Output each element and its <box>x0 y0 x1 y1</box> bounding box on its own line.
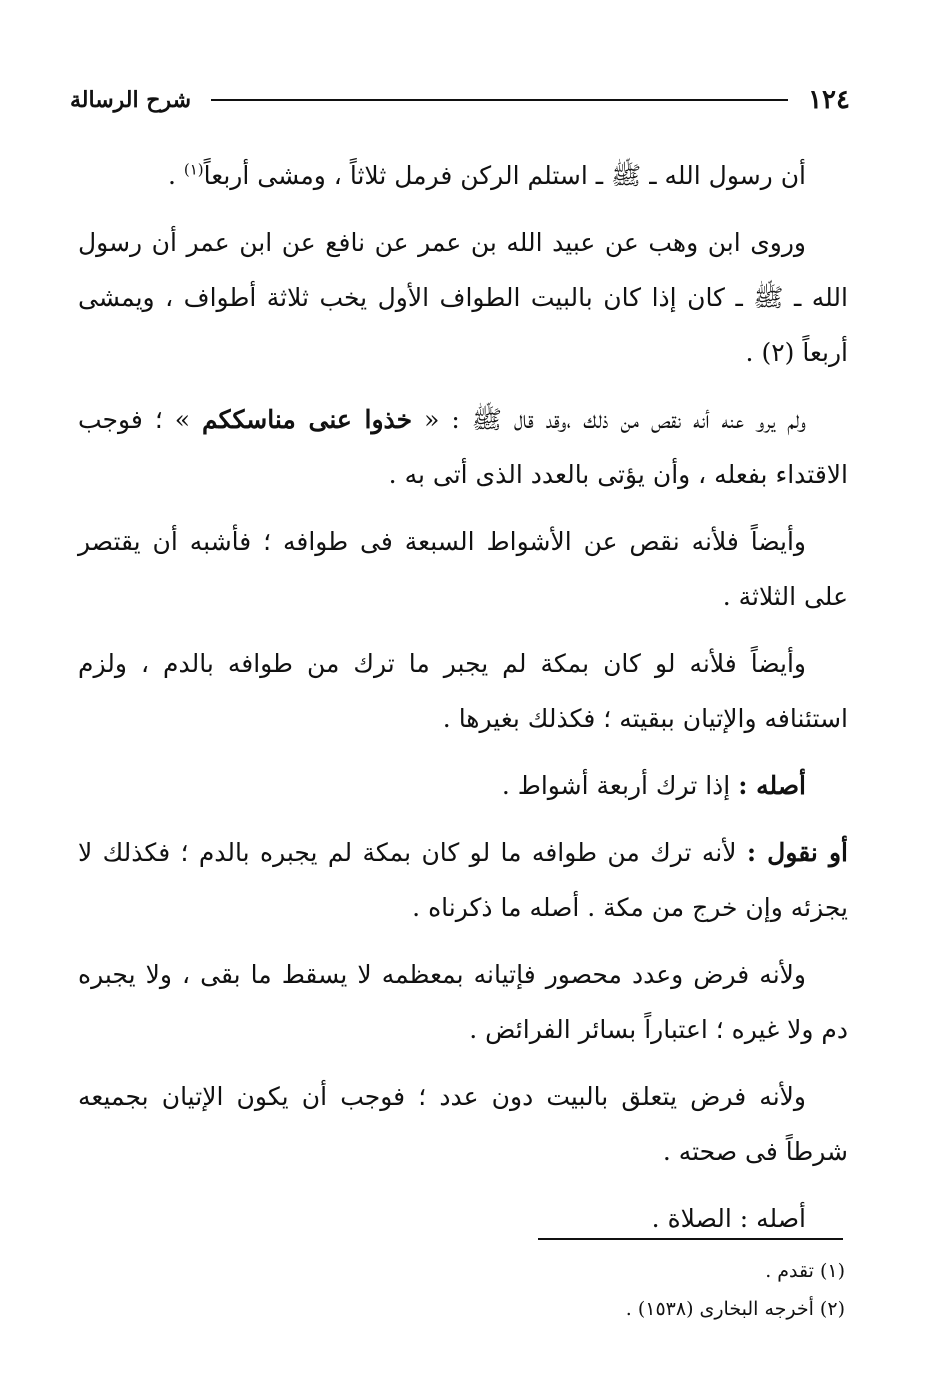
text-run: ولأنه فرض يتعلق بالبيت دون عدد ؛ فوجب أن يكون الإتيان بجميعه شرطاً فى صحته . <box>78 1082 848 1166</box>
text-run: أصله : الصلاة . <box>651 1204 806 1233</box>
text-run: » ؛ فوجب الاقتداء بفعله ، وأن يؤتى بالعدد الذى أتى به . <box>78 405 848 489</box>
text-run: أن رسول الله ـ ﷺ ـ استلم الركن فرمل ثلاثاً ، ومشى أربعاً <box>203 161 806 190</box>
paragraph-p7 <box>78 825 848 935</box>
paragraph-p1 <box>78 148 848 203</box>
footnote: (١) تقدم . <box>765 1260 845 1282</box>
text-run: . <box>167 161 184 190</box>
text-run: وأيضاً فلأنه نقص عن الأشواط السبعة فى طوافه ؛ فأشبه أن يقتصر على الثلاثة . <box>78 527 848 611</box>
footnote-separator <box>538 1238 843 1240</box>
footnote: (٢) أخرجه البخارى (١٥٣٨) . <box>625 1298 845 1320</box>
page-header <box>70 82 850 118</box>
main-text <box>78 148 848 1258</box>
paragraph-p4 <box>78 514 848 624</box>
text-run: لأنه ترك من طوافه ما لو كان بمكة لم يجبره بالدم ؛ فكذلك لا يجزئه وإن خرج من مكة . أصله ما ذكرناه . <box>78 838 848 922</box>
paragraph-p6 <box>78 758 848 813</box>
header-rule <box>211 99 788 101</box>
text-run: إذا ترك أربعة أشواط . <box>501 771 739 800</box>
text-run: ولم يرو عنه أنه نقص من ذلك ،وقد قال ﷺ : « <box>412 405 806 434</box>
text-run: ولأنه فرض وعدد محصور فإتيانه بمعظمه لا يسقط ما بقى ، ولا يجبره دم ولا غيره ؛ اعتباراً بسائر الفرائض . <box>78 960 848 1044</box>
paragraph-p2 <box>78 215 848 380</box>
bold-phrase: خذوا عنى مناسككم <box>202 405 413 434</box>
paragraph-p8 <box>78 947 848 1057</box>
footnote-marker: (١) <box>183 160 204 179</box>
paragraph-p9 <box>78 1069 848 1179</box>
bold-phrase: أو نقول : <box>746 838 848 867</box>
paragraph-p5 <box>78 636 848 746</box>
page-number: ١٢٤ <box>808 85 850 115</box>
running-title: شرح الرسالة <box>70 87 192 113</box>
paragraph-p3 <box>78 392 848 502</box>
text-run: وروى ابن وهب عن عبيد الله بن عمر عن نافع عن ابن عمر أن رسول الله ـ ﷺ ـ كان إذا كان بالبيت الطواف الأول يخب ثلاثة أطواف ، ويمشى أربعاً (٢) . <box>78 228 848 367</box>
bold-phrase: أصله : <box>738 771 806 800</box>
text-run: وأيضاً فلأنه لو كان بمكة لم يجبر ما ترك من طوافه بالدم ، ولزم استئنافه والإتيان ببقيته ؛ فكذلك بغيرها . <box>78 649 848 733</box>
footnotes <box>300 1252 845 1328</box>
